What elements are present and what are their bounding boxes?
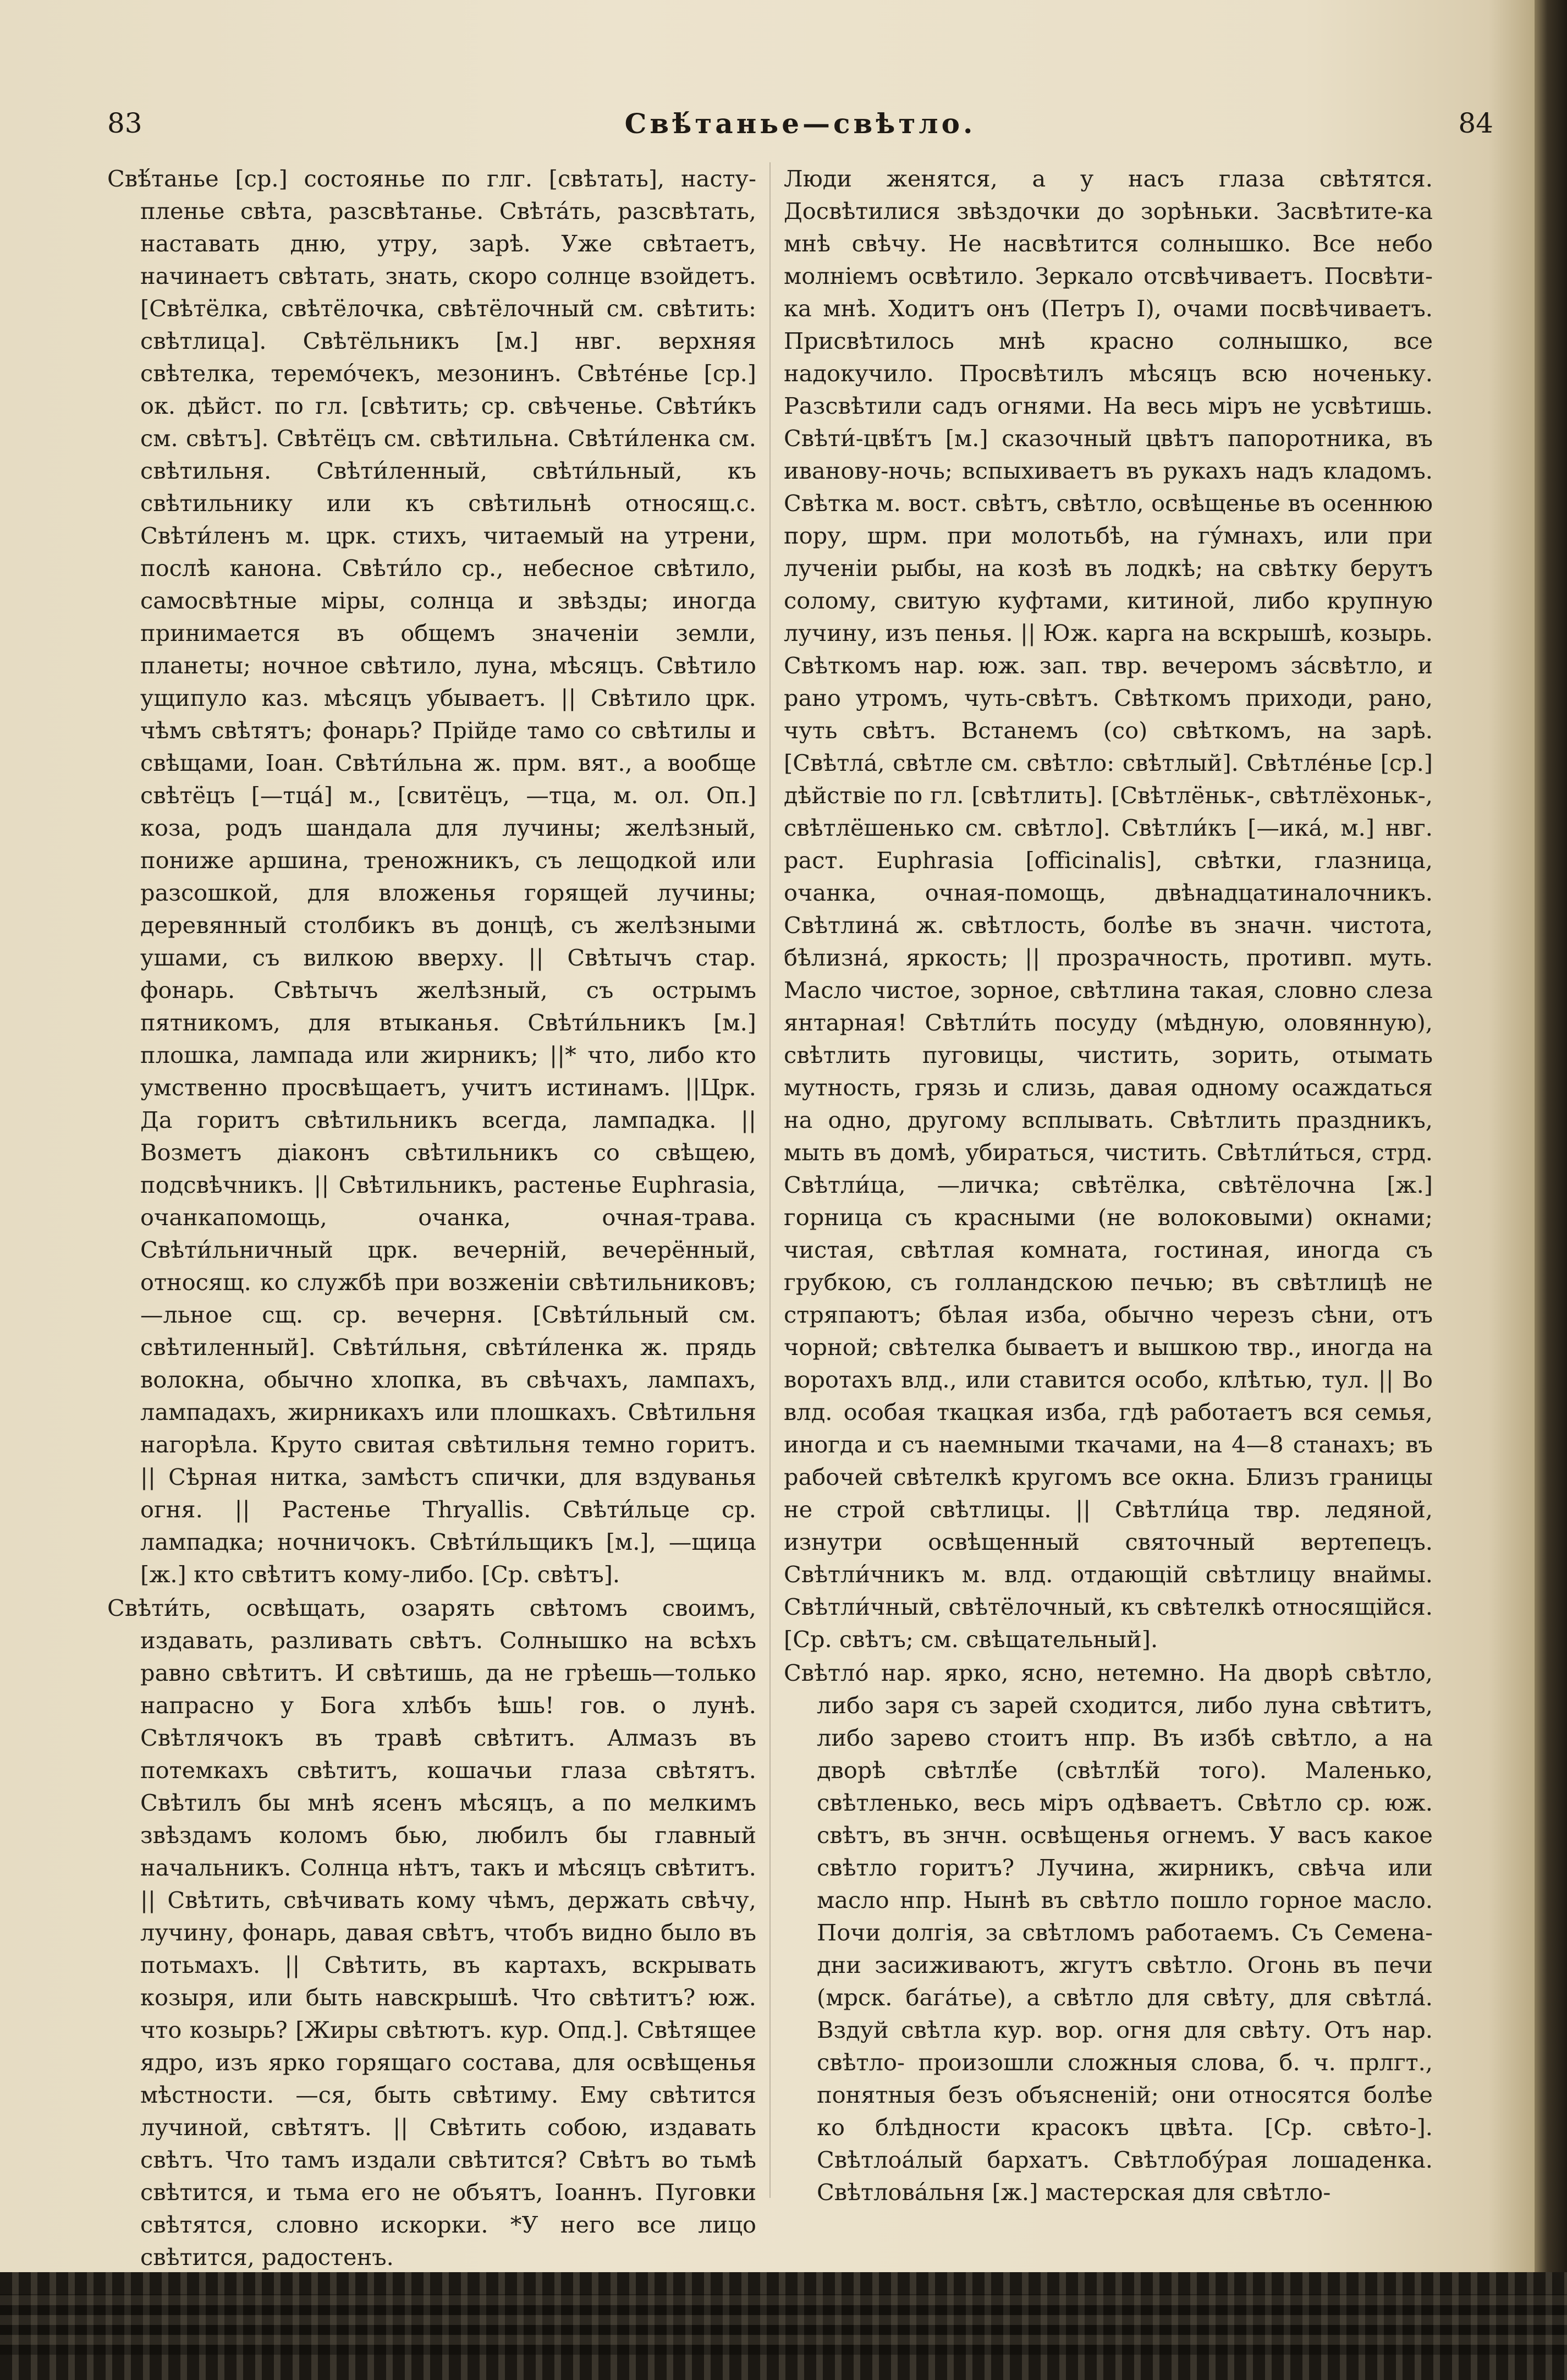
page-number-left: 83 (107, 107, 142, 139)
dictionary-entry-continuation: Люди женятся, а у насъ глаза свѣтятся. Досвѣтилися звѣздочки до зорѣньки. Засвѣтите-ка мнѣ свѣчу. Не насвѣтится солнышко. Все небо молніемъ освѣтило. Зеркало отсвѣчиваетъ. Посвѣти-ка мнѣ. Ходитъ онъ (Петръ I), очами посвѣчиваетъ. Присвѣтилось мнѣ красно солнышко, все надокучило. Просвѣтилъ мѣсяцъ всю ноченьку. Разсвѣтили садъ огнями. На весь міръ не усвѣтишь. Свѣти́-цвѣ́тъ [м.] сказочный цвѣтъ папоротника, въ иванову-ночь; вспыхиваетъ въ рукахъ надъ кладомъ. Свѣтка м. вост. свѣтъ, свѣтло, освѣщенье въ осеннюю пору, шрм. при молотьбѣ, на гу́мнахъ, или при лученіи рыбы, на козѣ въ лодкѣ; на свѣтку берутъ солому, свитую куфтами, китиной, либо крупную лучину, изъ пенья. || Юж. карга на вскрышѣ, козырь. Свѣткомъ нар. юж. зап. твр. вечеромъ за́свѣтло, и рано утромъ, чуть-свѣтъ. Свѣткомъ приходи, рано, чуть свѣтъ. Встанемъ (со) свѣткомъ, на зарѣ. [Свѣтла́, свѣтле см. свѣтло: свѣтлый]. Свѣтле́нье [ср.] дѣйствіе по гл. [свѣтлить]. [Свѣтлёньк-, свѣтлёхоньк-, свѣтлёшенько см. свѣтло]. Свѣтли́къ [—ика́, м.] нвг. раст. Euphrasia [officinalis], свѣтки, глазница, очанка, очная-помощь, двѣнадцатиналочникъ. Свѣтлина́ ж. свѣтлость, болѣе въ значн. чистота, бѣлизна́, яркость; || прозрачность, противп. муть. Масло чистое, зорное, свѣтлина такая, словно слеза янтарная! Свѣтли́ть посуду (мѣдную, оловянную), свѣтлить пуговицы, чистить, зорить, отымать мутность, грязь и слизь, давая одному осаждаться на одно, другому всплывать. Свѣтлить праздникъ, мыть въ домѣ, убираться, чистить. Свѣтли́ться, стрд. Свѣтли́ца, —личка; свѣтёлка, свѣтёлочна [ж.] горница съ красными (не волоковыми) окнами; чистая, свѣтлая комната, гостиная, иногда съ грубкою, съ голландскою печью; въ свѣтлицѣ не стряпаютъ; бѣлая изба, обычно черезъ сѣни, отъ чорной; свѣтелка бываетъ и вышкою твр., иногда на воротахъ влд., или ставится особо, клѣтью, тул. || Во влд. особая ткацкая изба, гдѣ работаетъ вся семья, иногда и съ наемными ткачами, на 4—8 станахъ; въ рабочей свѣтелкѣ кругомъ все окна. Близъ границы не строй свѣтлицы. || Свѣтли́ца твр. ледяной, изнутри освѣщенный святочный вертепецъ. Свѣтли́чникъ м. влд. отдающій свѣтлицу внаймы. Свѣтли́чный, свѣтёлочный, къ свѣтелкѣ относящійся. [Ср. свѣтъ; см. свѣщательный]. (784, 165, 1433, 1653)
column-divider (769, 162, 771, 2198)
background-surface (0, 2272, 1567, 2380)
dictionary-entry: Свѣти́ть, освѣщать, озарять свѣтомъ своимъ, издавать, разливать свѣтъ. Солнышко на всѣхъ равно свѣтитъ. И свѣтишь, да не грѣешь—только напрасно у Бога хлѣбъ ѣшь! гов. о лунѣ. Свѣтлячокъ въ травѣ свѣтитъ. Алмазъ въ потемкахъ свѣтитъ, кошачьи глаза свѣтятъ. Свѣтилъ бы мнѣ ясенъ мѣсяцъ, а по мелкимъ звѣздамъ коломъ бью, любилъ бы главный начальникъ. Солнца нѣтъ, такъ и мѣсяцъ свѣтитъ. || Свѣтить, свѣчивать кому чѣмъ, держать свѣчу, лучину, фонарь, давая свѣтъ, чтобъ видно было въ потьмахъ. || Свѣтить, въ картахъ, вскрывать козыря, или быть навскрышѣ. Что свѣтитъ? юж. что козырь? [Жиры свѣтютъ. кур. Опд.]. Свѣтящее ядро, изъ ярко горящаго состава, для освѣщенья мѣстности. —ся, быть свѣтиму. Ему свѣтится лучиной, свѣтятъ. || Свѣтить собою, издавать свѣтъ. Что тамъ издали свѣтится? Свѣтъ во тьмѣ свѣтится, и тьма его не объятъ, Іоаннъ. Пуговки свѣтятся, словно искорки. *У него все лицо свѣтится, радостенъ. (107, 1594, 756, 2271)
page-number-right: 84 (1458, 107, 1493, 139)
book-spine (1535, 0, 1567, 2272)
left-column (107, 162, 756, 2271)
dictionary-entry: Свѣтло́ нар. ярко, ясно, нетемно. На дворѣ свѣтло, либо заря съ зарей сходится, либо луна свѣтитъ, либо зарево стоитъ нпр. Въ избѣ свѣтло, а на дворѣ свѣтлѣ́е (свѣтлѣ́й того). Маленько, свѣтленько, весь міръ одѣваетъ. Свѣтло ср. юж. свѣтъ, въ знчн. освѣщенья огнемъ. У васъ какое свѣтло горитъ? Лучина, жирникъ, свѣча или масло нпр. Нынѣ въ свѣтло пошло горное масло. Почи долгія, за свѣтломъ работаемъ. Съ Семена-дни засиживаютъ, жгутъ свѣтло. Огонь въ печи (мрск. бага́тье), а свѣтло для свѣту, для свѣтла́. Вздуй свѣтла кур. вор. огня для свѣту. Отъ нар. свѣтло- произошли сложныя слова, б. ч. прлгт., понятныя безъ объясненій; они относятся болѣе ко блѣдности красокъ цвѣта. [Ср. свѣто-]. Свѣтлоа́лый бархатъ. Свѣтлобу́рая лошаденка. Свѣтлова́льня [ж.] мастерская для свѣтло- (784, 1659, 1433, 2206)
right-column (784, 162, 1433, 2236)
running-title: Свѣ́танье—свѣтло. (624, 107, 976, 140)
page-header (107, 107, 1493, 146)
dictionary-entry: Свѣ́танье [ср.] состоянье по глг. [свѣтать], насту-пленье свѣта, разсвѣтанье. Свѣта́ть, разсвѣтать, наставать дню, утру, зарѣ. Уже свѣтаетъ, начинаетъ свѣтать, знать, скоро солнце взойдетъ. [Свѣтёлка, свѣтёлочка, свѣтёлочный см. свѣтить: свѣтлица]. Свѣтёльникъ [м.] нвг. верхняя свѣтелка, теремо́чекъ, мезонинъ. Свѣте́нье [ср.] ок. дѣйст. по гл. [свѣтить; ср. свѣченье. Свѣти́къ см. свѣтъ]. Свѣтёцъ см. свѣтильна. Свѣти́ленка см. свѣтильня. Свѣти́ленный, свѣти́льный, къ свѣтильнику или къ свѣтильнѣ относящ.с. Свѣти́ленъ м. црк. стихъ, читаемый на утрени, послѣ канона. Свѣти́ло ср., небесное свѣтило, самосвѣтные міры, солнца и звѣзды; иногда принимается въ общемъ значеніи земли, планеты; ночное свѣтило, луна, мѣсяцъ. Свѣтило ущипуло каз. мѣсяцъ убываетъ. || Свѣтило црк. чѣмъ свѣтятъ; фонарь? Прійде тамо со свѣтилы и свѣщами, Іоан. Свѣти́льна ж. прм. вят., а вообще свѣтёцъ [—тца́] м., [свитёцъ, —тца, м. ол. Оп.] коза, родъ шандала для лучины; желѣзный, пониже аршина, треножникъ, съ лещодкой или разсошкой, для вложенья горящей лучины; деревянный столбикъ въ донцѣ, съ желѣзными ушами, съ вилкою вверху. || Свѣтычъ стар. фонарь. Свѣтычъ желѣзный, съ острымъ пятникомъ, для втыканья. Свѣти́льникъ [м.] плошка, лампада или жирникъ; ||* что, либо кто умственно просвѣщаетъ, учитъ истинамъ. ||Црк. Да горитъ свѣтильникъ всегда, лампадка. || Возметъ діаконъ свѣтильникъ со свѣщею, подсвѣчникъ. || Свѣтильникъ, растенье Euphrasia, очанкапомощь, очанка, очная-трава. Свѣти́льничный црк. вечерній, вечерённый, относящ. ко службѣ при возженіи свѣтильниковъ; —льное сщ. ср. вечерня. [Свѣти́льный см. свѣтиленный]. Свѣти́льня, свѣти́ленка ж. прядь волокна, обычно хлопка, въ свѣчахъ, лампахъ, лампадахъ, жирникахъ или плошкахъ. Свѣтильня нагорѣла. Круто свитая свѣтильня темно горитъ. || Сѣрная нитка, замѣстъ спички, для вздуванья огня. || Растенье Thryallis. Свѣти́льце ср. лампадка; ночничокъ. Свѣти́льщикъ [м.], —щица [ж.] кто свѣтитъ кому-либо. [Ср. свѣтъ]. (107, 165, 756, 1588)
